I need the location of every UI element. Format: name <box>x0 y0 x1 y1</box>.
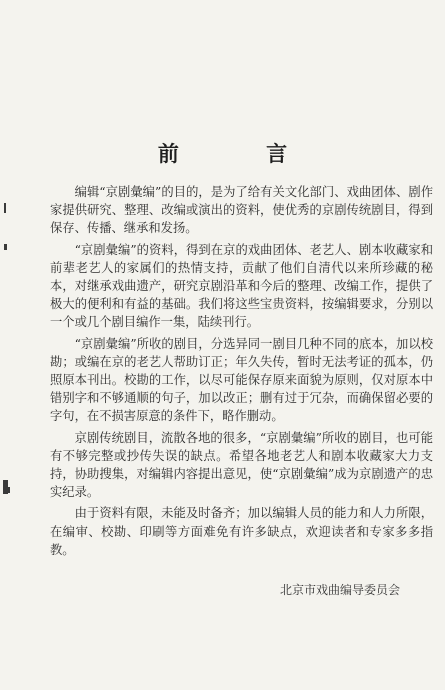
paragraph-4: 京剧传统剧目，流散各地的很多，“京剧彙编”所收的剧目，也可能有不够完整或抄传失误的缺点。希望各地老艺人和剧本收藏家大力支持，协助搜集，对编辑内容提出意见，使“京剧彙编”成为京剧遗产的忠实纪录。 <box>50 430 433 500</box>
margin-ink-mark <box>7 487 10 493</box>
paragraph-3: “京剧彙编”所收的剧目，分选异同一剧目几种不同的底本，加以校勘；或编在京的老艺人帮助订正；年久失传，暂时无法考证的孤本，仍照原本刊出。校勘的工作，以尽可能保存原来面貌为原则，仅对原本中错别字和不够通顺的句子，加以改正；删有过于冗杂，而确保留必要的字句，在不损害原意的条件下，略作删动。 <box>50 336 433 424</box>
margin-ink-mark <box>4 244 7 250</box>
paragraph-5: 由于资料有限，未能及时备齐；加以编辑人员的能力和人力所限，在编审、校勘、印刷等方面难免有许多缺点，欢迎读者和专家多多指教。 <box>50 506 433 557</box>
preface-body <box>50 183 433 562</box>
signature: 北京市戏曲编导委员会 <box>280 583 401 597</box>
margin-ink-mark <box>4 203 6 213</box>
paragraph-2: “京剧彙编”的资料，得到在京的戏曲团体、老艺人、剧本收藏家和前辈老艺人的家属们的热情支持，贡献了他们自清代以来所珍藏的秘本，对继承戏曲遗产，研究京剧沿革和今后的整理、改编工作，提供了极大的便利和有益的基础。我们将这些宝贵资料，按编辑要求，分别以一个或几个剧目编作一集，陆续刊行。 <box>50 242 433 330</box>
paragraph-1: 编辑“京剧彙编”的目的，是为了给有关文化部门、戏曲团体、剧作家提供研究、整理、改编或演出的资料，使优秀的京剧传统剧目，得到保存、传播、继承和发扬。 <box>50 185 433 236</box>
page-title: 前 言 <box>157 141 328 166</box>
